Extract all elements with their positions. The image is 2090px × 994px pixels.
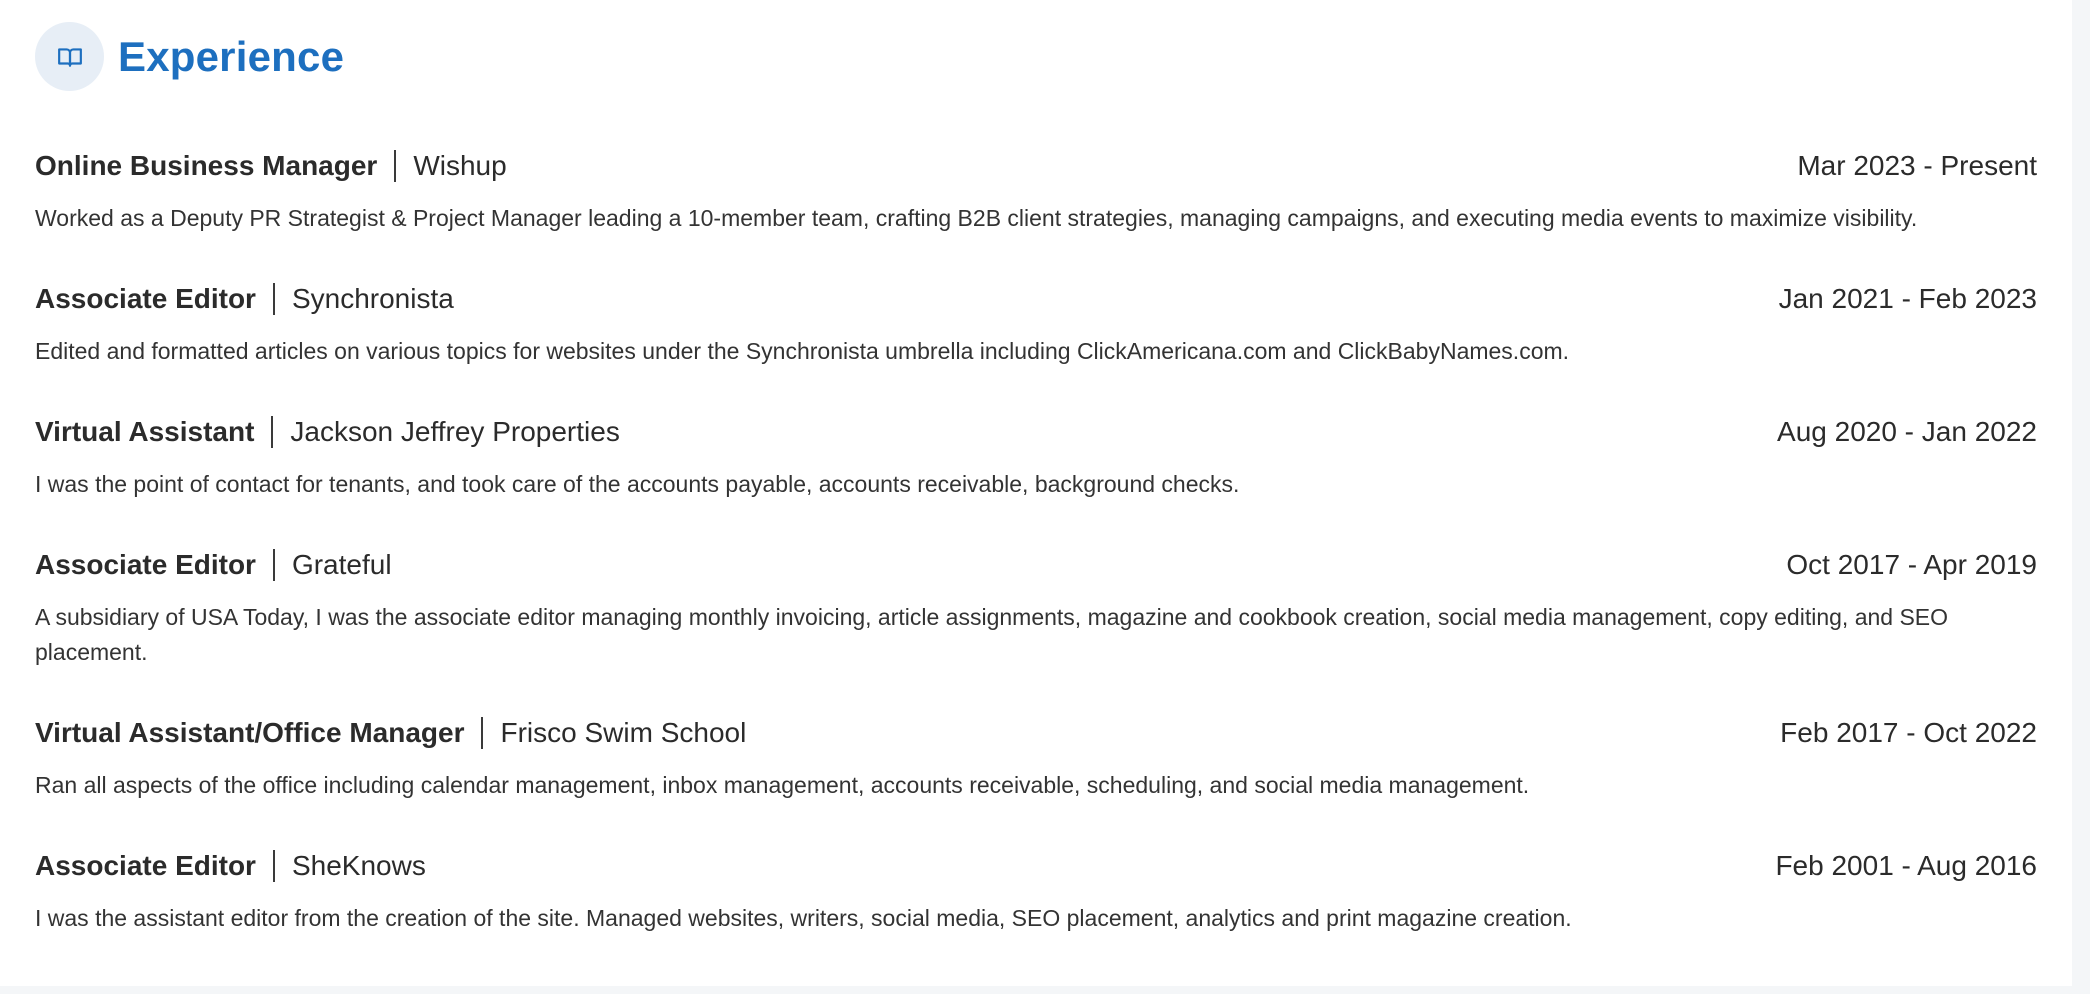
job-header	[35, 415, 2037, 449]
section-header	[35, 22, 2037, 91]
job-role	[35, 416, 620, 448]
job-role	[35, 850, 426, 882]
job-header	[35, 282, 2037, 316]
job-entry	[35, 149, 2037, 236]
job-entry	[35, 282, 2037, 369]
job-entry	[35, 415, 2037, 502]
job-header	[35, 149, 2037, 183]
section-title: Experience	[118, 32, 345, 80]
job-title: Virtual Assistant/Office Manager	[35, 717, 465, 748]
divider	[273, 283, 275, 315]
job-header	[35, 548, 2037, 582]
company-name: Frisco Swim School	[500, 717, 747, 748]
company-name: Synchronista	[291, 283, 454, 314]
job-dates: Aug 2020 - Jan 2022	[1777, 416, 2037, 447]
divider	[273, 549, 275, 581]
divider	[481, 717, 483, 749]
job-description: I was the assistant editor from the creation of the site. Managed websites, writers, social media, SEO placement, analytics and print magazine creation.	[35, 905, 1572, 931]
company-name: Jackson Jeffrey Properties	[290, 416, 620, 447]
job-description: A subsidiary of USA Today, I was the associate editor managing monthly invoicing, article assignments, magazine and cookbook creation, social media management, copy editing, and SEO placement.	[35, 604, 1949, 665]
job-header	[35, 849, 2037, 883]
company-name: Grateful	[291, 549, 392, 580]
job-header	[35, 716, 2037, 750]
book-icon	[35, 22, 104, 91]
company-name: SheKnows	[291, 850, 426, 881]
job-role	[35, 549, 392, 581]
job-description: I was the point of contact for tenants, and took care of the accounts payable, accounts receivable, background checks.	[35, 471, 1240, 497]
job-dates: Feb 2001 - Aug 2016	[1775, 850, 2037, 881]
job-dates: Mar 2023 - Present	[1797, 150, 2037, 181]
job-title: Online Business Manager	[35, 150, 378, 181]
job-title: Associate Editor	[35, 850, 256, 881]
job-title: Virtual Assistant	[35, 416, 255, 447]
job-title: Associate Editor	[35, 549, 256, 580]
job-role	[35, 717, 746, 749]
job-role	[35, 283, 454, 315]
job-entry	[35, 548, 2037, 670]
job-dates: Jan 2021 - Feb 2023	[1778, 283, 2037, 314]
job-title: Associate Editor	[35, 283, 256, 314]
job-description: Worked as a Deputy PR Strategist & Project Manager leading a 10-member team, crafting B2B client strategies, managing campaigns, and executing media events to maximize visibility.	[35, 205, 1918, 231]
divider	[394, 150, 396, 182]
job-dates: Feb 2017 - Oct 2022	[1780, 717, 2037, 748]
job-description: Ran all aspects of the office including calendar management, inbox management, accounts receivable, scheduling, and social media management.	[35, 772, 1530, 798]
job-dates: Oct 2017 - Apr 2019	[1786, 549, 2037, 580]
divider	[271, 416, 273, 448]
company-name: Wishup	[413, 150, 507, 181]
job-description: Edited and formatted articles on various topics for websites under the Synchronista umbrella including ClickAmericana.com and ClickBabyNames.com.	[35, 338, 1570, 364]
job-entry	[35, 849, 2037, 936]
job-entry	[35, 716, 2037, 803]
job-role	[35, 150, 507, 182]
divider	[273, 850, 275, 882]
